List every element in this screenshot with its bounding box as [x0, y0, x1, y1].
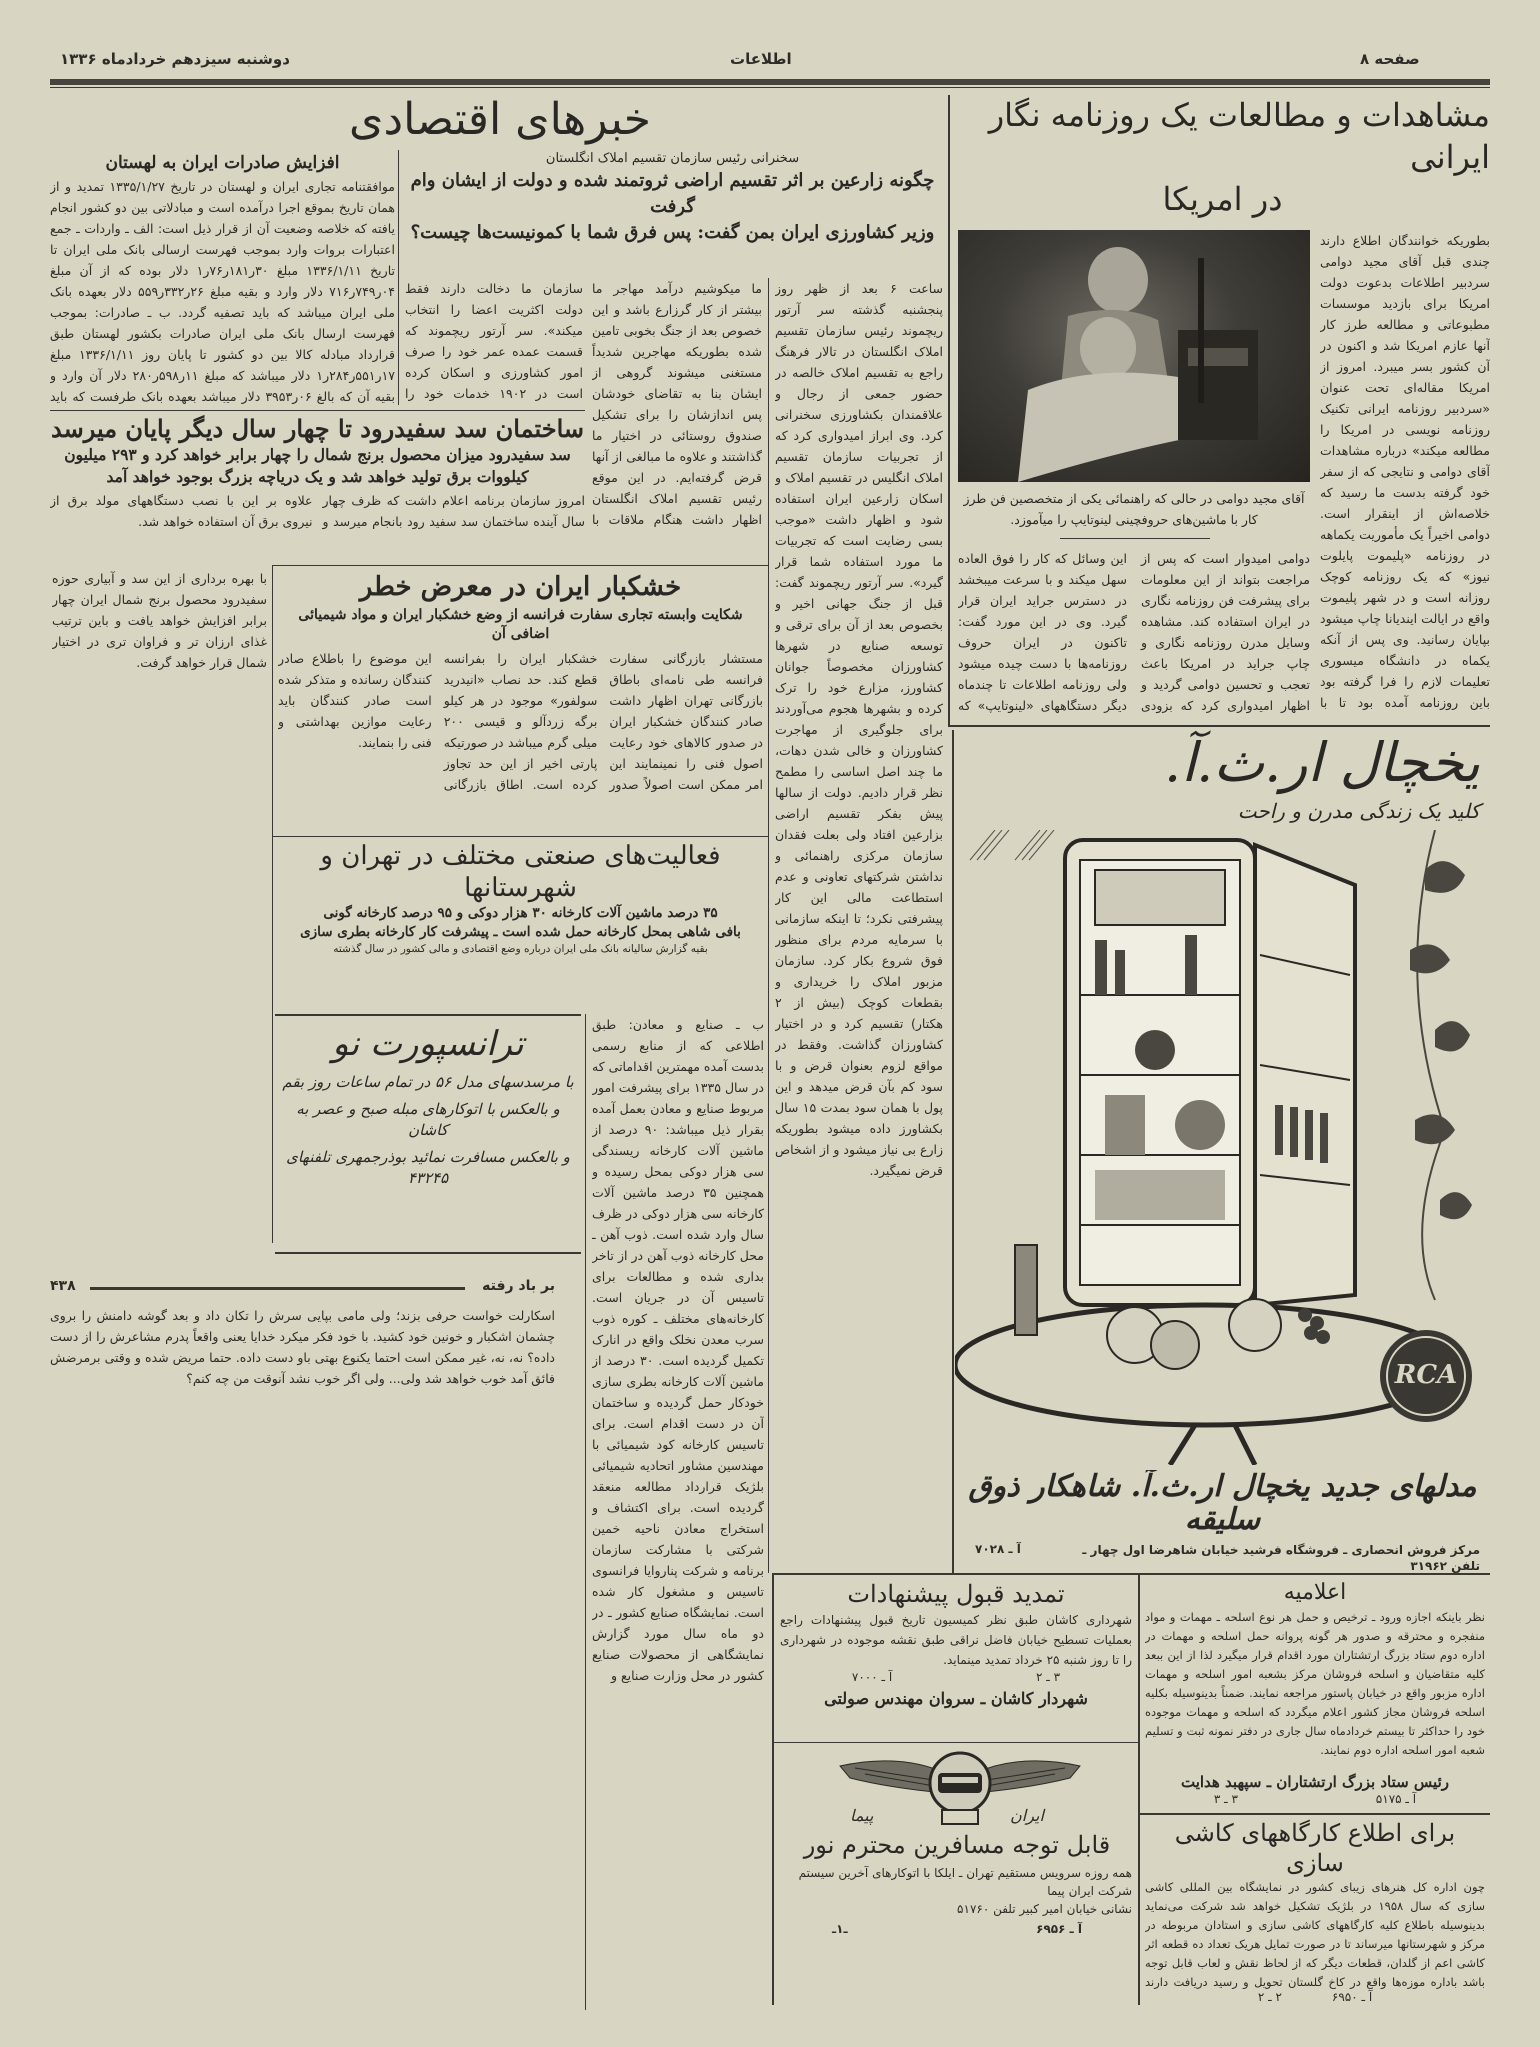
arms-notice-ref-2: ۳ ـ ۳ — [1213, 1792, 1238, 1806]
arms-notice-refs — [1145, 1792, 1485, 1810]
iran-peyma-line-1: همه روزه سرویس مستقیم تهران ـ ایلکا با اتوکارهای آخرین سیستم — [798, 1866, 1132, 1880]
kashan-notice-signature: شهردار کاشان ـ سروان مهندس صولتی — [824, 1689, 1088, 1708]
kashan-notice — [780, 1578, 1132, 1738]
newspaper-name: اطلاعات — [730, 50, 792, 68]
kashan-notice-ref-1: ۳ ـ ۲ — [1036, 1670, 1061, 1684]
tile-notice-refs — [1145, 1990, 1485, 2008]
rule — [50, 410, 585, 411]
transport-ad-title: ترانسپورت نو — [332, 1024, 524, 1064]
tile-notice-title: برای اطلاع کارگاههای کاشی سازی — [1174, 1819, 1456, 1877]
arms-notice-title: اعلامیه — [1283, 1580, 1347, 1605]
industry-small-head: بقیه گزارش سالیانه بانک ملی ایران درباره وضع اقتصادی و مالی کشور در سال گذشته — [333, 943, 708, 955]
iran-peyma-ref: آ ـ ۶۹۵۶ — [1036, 1922, 1082, 1936]
land-reform-column-1: ساعت ۶ بعد از ظهر روز پنجشنبه گذشته سر آرتور ریچموند رئیس سازمان تقسیم املاک انگلستان در تالار فرهنگ راجع به تقسیم املاک خالصه در حضور جمعی از رجال و علاقمندان بکشاورزی سخنرانی کرد. وی ابراز امیدواری کرد که از تجربیات سازمان تقسیم املاک انگلیس در تقسیم املاک و اسکان زارعین ایران استفاده شود و اظهار داشت «موجب بسی رضایت است که تجربیات ما مورد استفاده شما قرار گیرد». سر آرتور ریچموند گفت: قبل از جنگ جهانی اخیر و بخصوص بعد از آن برای ترقی و توسعه صنایع در شهرها کشاورزان مخصوصاً جوانان کشاورز، مزارع خود را ترک کرده و بشهرها هجوم می‌آوردند برای جلوگیری از مهاجرت کشاورزان و خالی شدن دهات، ما چند اصل اساسی را مطمح نظر قرار دادیم. دولت از سالها پیش بفکر تقسیم اراضی بزارعین افتاد ولی بعلت فقدان سازمان مرکزی راهنمائی و نداشتن شرکتهای تعاونی و عدم استطاعت مالی این کار پیشرفتی نکرد؛ تا اینکه سازمانی با سرمایه مردم برای منظور فوق شروع بکار کرد. سازمان مزبور املاک را خریداری و بقطعات کوچک (بیش از ۲ هکتار) تقسیم کرد و در اختیار کشاورزان گذاشت. وفقط در مواقع لزوم بعنوان قرض و با سود کم بآن قرض میدهد و این پول با همان سود بمدت ۱۵ سال بکشاورز داده میشود بطوریکه زارع بی نیاز میشود و از اشخاص قرض نمیگیرد. — [775, 281, 943, 1178]
sefidrud-text: امروز سازمان برنامه اعلام داشت که ظرف چهار سال آینده ساختمان سد سفید رود بانجام میرسد و علاوه بر این با نصب دستگاههای مولد برق از نیروی برق آن استفاده خواهد شد. — [50, 493, 585, 529]
page-number: صفحه ۸ — [1360, 50, 1420, 68]
tile-notice-ref-2: ۲ ـ ۲ — [1257, 1990, 1282, 2004]
iran-peyma-line-2: شرکت ایران پیما — [1047, 1884, 1132, 1898]
transport-ad-line-3: و بالعکس مسافرت نمائید بوذرجمهری تلفنهای ۴۳۲۴۵ — [286, 1148, 570, 1187]
land-reform-column-3: سازمان ما دخالت دارند فقط دولت اکثریت اعضا را انتخاب میکند». سر آرتور ریچموند که قسمت عمده عمر خود را صرف امور کشاورزی و اسکان کرده است در ۱۹۰۲ خدمات خود را — [405, 281, 583, 401]
transport-ad — [275, 1014, 581, 1254]
photo-caption: آقای مجید دوامی در حالی که راهنمائی یکی از متخصصین فن طرز کار با ماشین‌های حروفچینی لینوتایپ را میآموزد. — [963, 491, 1305, 527]
column-divider — [398, 150, 399, 405]
industry-text: ب ـ صنایع و معادن: طبق اطلاعی که از منابع رسمی بدست آمده مهمترین اقداماتی که در سال ۱۳۳۵ برای پیشرفت امور مربوط صنایع و معادن بعمل آمده بقرار ذیل میباشد: ۹۰ درصد از ماشین آلات کارخانه ریسندگی سی هزار دوکی بمحل رسیده و همچنین ۳۵ درصد ماشین آلات کارخانه سی هزار دوکی در ظرف سال وارد شده است. ذوب آهن ـ محل کارخانه ذوب آهن در از تاخر بداری شده و مطالعات برای تاسیس آن در جریان است. کارخانه‌های مختلف ـ کوره ذوب سرب معدن نخلک واقع در انارک تکمیل گردیده است. ۳۰ درصد از ماشین آلات کارخانه بطری سازی خودکار حمل گردیده و ساختمان آن در دست اقدام است. برای تاسیس کارخانه کود شیمیائی با مهندسین مشاور اتحادیه شیمیائی بلژیک قرارداد مطالعه منعقد گردیده است. برای اکتشاف و استخراج معادن ناحیه خمین شرکتی با مشارکت سازمان برنامه و شرکت پناروایا فرانسوی تاسیس و مشغول کار شده است. نمایشگاه صنایع کشور ـ در دو ماه سال مورد گزارش نمایشگاهی از محصولات صنایع کشور در محل وزارت صنایع و — [592, 1017, 764, 1683]
fridge-ad-footer: مرکز فروش انحصاری ـ فروشگاه فرشید خیابان شاهرضا اول چهار ـ تلفن ۳۱۹۶۲ — [1082, 1543, 1480, 1573]
america-title-2: در امریکا — [1162, 180, 1283, 218]
rule — [772, 1573, 1490, 1575]
land-reform-kicker: سخنرانی رئیس سازمان تقسیم املاک انگلستان — [545, 151, 800, 166]
column-divider — [952, 730, 954, 1575]
rca-logo — [1380, 1330, 1472, 1422]
arms-notice-signature: رئیس ستاد بزرگ ارتشتاران ـ سپهبد هدایت — [1180, 1773, 1449, 1791]
america-title-1: مشاهدات و مطالعات یک روزنامه نگار ایرانی — [988, 96, 1490, 176]
fridge-ad-slogan: مدلهای جدید یخچال ار.ث.آ. شاهکار ذوق سلیقه — [968, 1470, 1477, 1536]
iran-peyma-line-3: نشانی خیابان امیر کبیر تلفن ۵۱۷۶۰ — [957, 1902, 1132, 1916]
tile-notice — [1145, 1818, 1485, 2008]
kashan-notice-text: شهرداری کاشان طبق نظر کمیسیون تاریخ قبول پیشنهادات راجع بعملیات تسطیح خیابان فاضل نراقی طبق نقشه موجوده در شهرداری را تا روز شنبه ۲۵ خرداد تمدید مینماید. — [780, 1613, 1132, 1667]
dried-fruit-deck: شکایت وابسته تجاری سفارت فرانسه از وضع خشکبار ایران و مواد شیمیائی اضافی آن — [298, 607, 743, 642]
column-divider — [272, 565, 273, 1243]
photo-linotype — [958, 230, 1310, 482]
industry-subhead-2: بافی شاهی بمحل کارخانه حمل شده است ـ پیشرفت کار کارخانه بطری سازی — [300, 924, 741, 940]
transport-ad-line-2: و بالعکس با اتوکارهای مبله صبح و عصر به کاشان — [296, 1100, 560, 1139]
land-reform-column-2: ما میکوشیم درآمد مهاجر ما بیشتر از کار گرزارع باشد و این خصوص بعد از جنگ بخوبی تامین شده بطوریکه مهاجرین شدیداً مستغنی میشوند گروهی از ایشان بنا به تقاضای خودشان پس اندازشان را برای تشکیل صندوق روستائی در اختیار ما گذاشتند و علاوه ما مبالغی از آنها قرض گرفته‌ایم. در این موقع رئیس تقسیم املاک انگلستان اظهار داشت هنگام ملاقات با — [592, 281, 762, 527]
rule — [272, 565, 768, 566]
serial-header — [50, 1278, 555, 1298]
masthead-rule — [50, 79, 1490, 85]
industry-subhead-1: ۳۵ درصد ماشین آلات کارخانه ۳۰ هزار دوکی و ۹۵ درصد کارخانه گونی — [323, 905, 718, 921]
serial-text: اسکارلت خواست حرفی بزند؛ ولی مامی بپایی سرش را تکان داد و بعد گوشه دامنش را بروی چشمان اشکبار و خونین خود کشید. با خود فکر میکرد خدایا یعنی واقعاً پدرم مشاعرش را از دست داده؟ نه، نه، غیر ممکن است احتما یکنوع بهتی باو دست داده. حتما مریض شده و وقتی برمرضش فائق آمد خوب خواهد شد ولی... ولی اگر خوب نشد آنوقت من چه کنم؟ — [50, 1308, 555, 1386]
page-mark: ـ۱ـ — [832, 1922, 848, 1936]
iran-peyma-title: قابل توجه مسافرین محترم نور — [803, 1831, 1111, 1859]
arms-notice-ref-1: آ ـ ۵۱۷۵ — [1375, 1792, 1417, 1806]
kashan-notice-refs — [780, 1670, 1132, 1688]
poland-text: موافقتنامه تجاری ایران و لهستان در تاریخ ۱۳۳۵/۱/۲۷ تمدید و از همان تاریخ بموقع اجرا درآمده است و مبادلاتی بین دو کشور انجام یافته که خلاصه وضعیت آن از قرار ذیل است: الف ـ واردات ـ جمع اعتبارات بروات وارد بموجب فهرست ارسالی بانک ملی ایران تا تاریخ ۱۳۳۶/۱/۱۱ مبلغ ۳۰ر۱۸۱ر۷۶ر۱ دلار بوده که از آن مبلغ ۰۴ر۷۴۹ر۷۱۶ دلار وارد و بقیه مبلغ ۲۶ر۳۳۲ر۵۵۹ دلار بعهده بانک ملی ایران میباشد که باید تصفیه گردد. ب ـ صادرات: بموجب فهرست ارسال بانک ملی ایران صادرات بکشور لهستان طبق قرارداد مبادله کالا بین دو کشور تا پایان روز ۱۳۳۶/۱/۱۱ مبلغ ۱۷ر۵۵۱ر۲۸۴ر۱ دلار میباشد که مبلغ ۱۱ر۵۹۸ر۲۸۰ دلار آن وارد و بقیه آن که بالغ ۰۶ر۳۹۵۳ دلار میباشد بعهده بانک طرفست که باید — [50, 179, 395, 404]
rule — [772, 1742, 1138, 1743]
fridge-ad-headline: یخچال ار.ث.آ. — [1163, 731, 1480, 794]
kashan-notice-title: تمدید قبول پیشنهادات — [847, 1580, 1065, 1608]
column-divider — [948, 95, 950, 725]
america-heading — [955, 94, 1490, 226]
iran-peyma-refs — [782, 1922, 1132, 1940]
dried-fruit-text: مستشار بازرگانی سفارت فرانسه طی نامه‌ای باطاق بازرگانی تهران اظهار داشت صادر کنندگان خشکبار ایران در صدور کالاهای خود رعایت اصول فنی را نمینمایند این امر ممکن است اصولاً صدور خشکبار ایران را بفرانسه قطع کند. حد نصاب «انیدرید سولفور» موجود در هر کیلو برگه زردآلو و قیسی ۲۰۰ میلی گرم میباشد در صورتیکه پارتی اخیر از این حد تجاوز کرده است. اطاق بازرگانی این موضوع را باطلاع صادر کنندگان رسانده و متذکر شده است صادر کنندگان باید رعایت موازین بهداشتی و فنی را بنمایند. — [278, 651, 763, 792]
poland-title: افزایش صادرات ایران به لهستان — [105, 153, 340, 173]
sefidrud-text-continued: با بهره برداری از این سد و آبیاری حوزه سفیدرود محصول برنج شمال ایران چهار برابر افزایش خواهد یافت و باین ترتیب غذای ارزان تر و فراوان تری در اختیار شمال قرار خواهد گرفت. — [52, 571, 267, 670]
rule — [1060, 538, 1210, 539]
arms-notice-text: نظر باینکه اجازه ورود ـ ترخیص و حمل هر نوع اسلحه ـ مهمات و مواد منفجره و محترقه و صدور هر گونه پروانه حمل اسلحه و مهمات در اداره دوم ستاد بزرگ ارتشتاران مورد اقدام قرار میگیرد لذا از این ببعد کلیه متقاضیان و اسلحه فروشان مرکز بشعبه امور اسلحه و مهمات اداره مزبور واقع در خیابان پاستور مراجعه نمایند. ضمناً بدینوسیله بکلیه اسلحه فروشان مجاز کشور اعلام میگردد که اسلحه و مهمات موجوده خود را حداکثر تا بیستم خردادماه سال جاری در دفتر نمونه ثبت و تسلیم شعبه امور اسلحه اداره دوم نمایند. — [1145, 1610, 1485, 1757]
masthead-rule-thin — [50, 87, 1490, 88]
iran-peyma-logo-left: ایران — [1010, 1806, 1044, 1825]
sefidrud-article — [50, 414, 585, 562]
dried-fruit-headline: خشکبار ایران در معرض خطر — [359, 572, 682, 602]
section-title: خبرهای اقتصادی — [349, 94, 651, 145]
rule — [1138, 1813, 1490, 1815]
column-divider — [585, 1014, 586, 2010]
america-body-text: دوامی امیدوار است که پس از مراجعت بتواند از این معلومات برای پیشرفت فن روزنامه نگاری در ایران استفاده کند. مشاهده وسایل مدرن روزنامه نگاری و چاپ جراید در امریکا باعث تعجب و تحسین دوامی گردید و اظهار امیدواری کرد که بزودی این وسائل که کار را فوق العاده سهل میکند و با سرعت میبخشد در دسترس جراید ایران قرار گیرد. وی در این مورد گفت: تاکنون در ایران حروف روزنامه‌ها با دست چیده میشود ولی روزنامه اطلاعات تا چندماه دیگر دستگاههای «لینوتایپ» که — [958, 551, 1310, 713]
column-divider — [1138, 1575, 1140, 2005]
serial-title: بر باد رفته — [482, 1278, 555, 1294]
transport-ad-line-1: با مرسدسهای مدل ۵۶ در تمام ساعات روز بقم — [282, 1073, 574, 1091]
rule — [272, 836, 768, 837]
land-reform-heading — [405, 150, 940, 274]
rule — [948, 725, 1490, 727]
poland-article — [50, 150, 395, 406]
fridge-ad-tagline: کلید یک زندگی مدرن و راحت — [1237, 799, 1480, 823]
dried-fruit-article — [278, 570, 763, 832]
land-reform-headline-1: چگونه زارعین بر اثر تقسیم اراضی ثروتمند شده و دولت از ایشان وام گرفت — [410, 170, 935, 217]
land-reform-headline-2: وزیر کشاورزی ایران بمن گفت: پس فرق شما با کمونیست‌ها چیست؟ — [410, 222, 935, 243]
rule — [90, 1287, 465, 1290]
iran-peyma-ad — [782, 1830, 1132, 2035]
arms-notice — [1145, 1578, 1485, 1810]
sefidrud-headline: ساختمان سد سفیدرود تا چهار سال دیگر پایان میرسد — [51, 414, 584, 443]
photo-figures — [958, 230, 1310, 482]
industry-headline: فعالیت‌های صنعتی مختلف در تهران و شهرستانها — [320, 841, 721, 903]
industry-heading — [278, 840, 763, 1010]
tile-notice-text: چون اداره کل هنرهای زیبای کشور در نمایشگاه بین المللی کاشی سازی که سال ۱۹۵۸ در بلژیک تشکیل خواهد شد شرکت می‌نماید بدینوسیله باطلاع کلیه کارگاههای کاشی سازی و استادان مربوطه در مرکز و شهرستانها میرساند تا در صورت تمایل هریک تعداد ده قطعه اثر کاشی اعم از گلدان، قطعات دیگر که از لحاظ نقش و لعاب قابل توجه باشد باداره موزه‌ها واقع در کاخ گلستان تحویل و رسید دریافت دارند — [1145, 1880, 1485, 1989]
fridge-ad — [955, 730, 1490, 1573]
kashan-notice-ref-2: آ ـ ۷۰۰۰ — [851, 1670, 893, 1684]
column-divider — [772, 1575, 774, 2005]
iran-peyma-logo-right: پیما — [850, 1806, 874, 1825]
rca-logo-text: RCA — [1394, 1360, 1458, 1390]
issue-date: دوشنبه سیزدهم خردادماه ۱۳۳۶ — [60, 50, 290, 68]
serial-number: ۴۳۸ — [50, 1278, 76, 1294]
sefidrud-deck: سد سفیدرود میزان محصول برنج شمال را چهار برابر خواهد کرد و ۲۹۳ میلیون کیلووات برق تولید خواهد شد و یک دریاچه بزرگ بوجود خواهد آمد — [64, 445, 571, 486]
fridge-ad-ref: آ ـ ۷۰۲۸ — [975, 1542, 1021, 1556]
america-side-text: بطوریکه خوانندگان اطلاع دارند چندی قبل آقای مجید دوامی سردبیر اطلاعات بدعوت دولت امریکا برای بازدید موسسات مطبوعاتی و مطالعه طرز کار آنها عازم امریکا شد و اکنون در آن کشور بسر میبرد. امروز از امریکا مقاله‌ای تحت عنوان «سردبیر روزنامه ایرانی تکنیک روزنامه نویسی در امریکا را مطالعه میکند» درباره مشاهدات آقای دوامی و نتایجی که از سفر خود گرفته بدست ما رسید که خلاصه‌اش از اینقرار است. دوامی اخیراً یک مأموریت یکماهه در روزنامه «پلیموت پایلوت نیوز» که یک روزنامه کوچک روزانه است و در شهر پلیموت واقع در ایالت ایندیانا چاپ میشود بپایان رسانید. وی پس از آنکه یکماه در دانشگاه میسوری تعلیمات لازم را فرا گرفته بود باین روزنامه آمده بود تا با — [1320, 233, 1490, 710]
column-divider — [768, 278, 769, 1573]
tile-notice-ref-1: آ ـ ۶۹۵۰ — [1331, 1990, 1373, 2004]
